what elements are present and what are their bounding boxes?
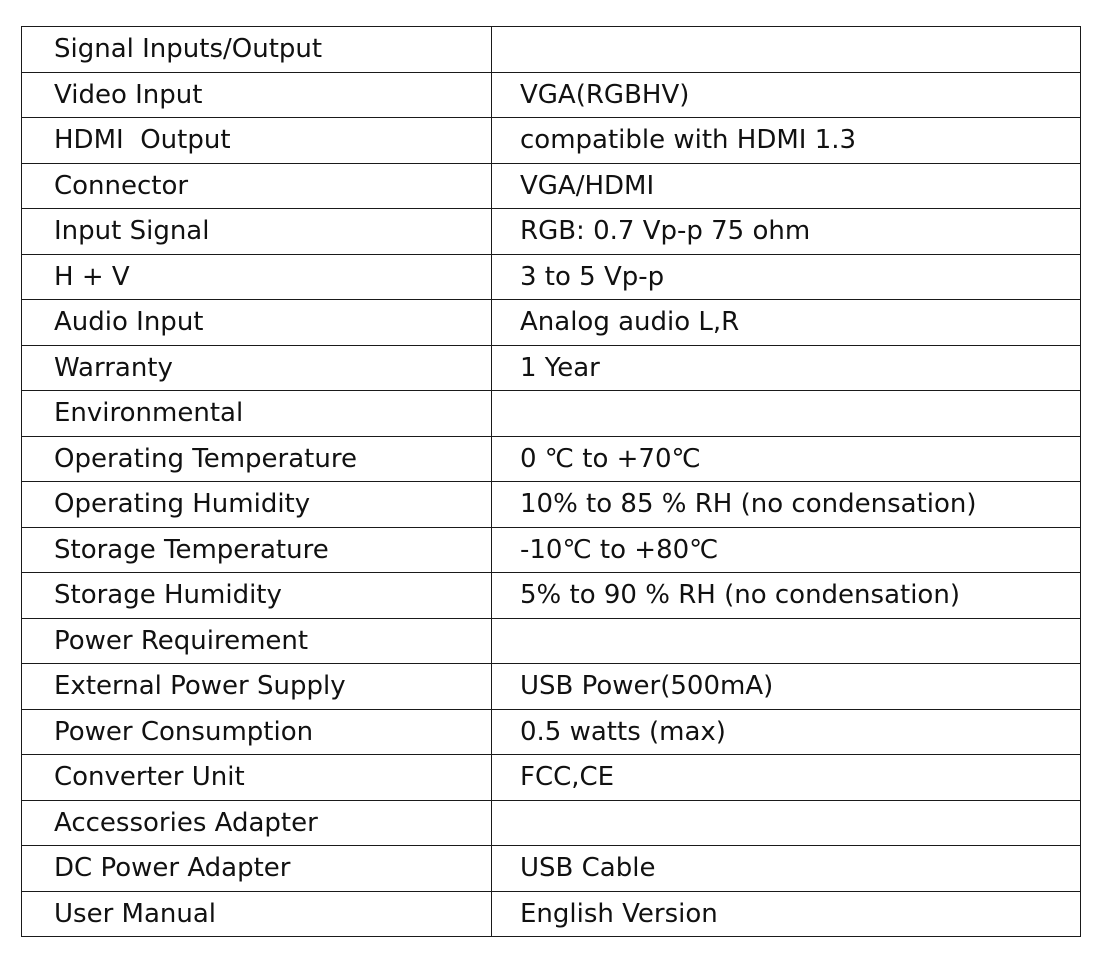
- spec-label: HDMI Output: [22, 118, 492, 164]
- table-row: [22, 27, 1081, 73]
- spec-label: User Manual: [22, 891, 492, 937]
- table-row: [22, 573, 1081, 619]
- table-row: [22, 209, 1081, 255]
- spec-value: 0.5 watts (max): [492, 709, 1081, 755]
- spec-value: 1 Year: [492, 345, 1081, 391]
- spec-label: Environmental: [22, 391, 492, 437]
- spec-label: Connector: [22, 163, 492, 209]
- spec-label: Video Input: [22, 72, 492, 118]
- spec-label: Operating Humidity: [22, 482, 492, 528]
- spec-value: 0 ℃ to +70℃: [492, 436, 1081, 482]
- table-row: [22, 482, 1081, 528]
- spec-table-body: [22, 27, 1081, 937]
- spec-value: [492, 27, 1081, 73]
- spec-value: [492, 618, 1081, 664]
- table-row: [22, 800, 1081, 846]
- spec-value: 3 to 5 Vp-p: [492, 254, 1081, 300]
- spec-value: VGA/HDMI: [492, 163, 1081, 209]
- table-row: [22, 709, 1081, 755]
- table-row: [22, 527, 1081, 573]
- spec-value: USB Power(500mA): [492, 664, 1081, 710]
- spec-value: RGB: 0.7 Vp-p 75 ohm: [492, 209, 1081, 255]
- spec-value: 5% to 90 % RH (no condensation): [492, 573, 1081, 619]
- table-row: [22, 345, 1081, 391]
- table-row: [22, 755, 1081, 801]
- spec-label: Input Signal: [22, 209, 492, 255]
- table-row: [22, 391, 1081, 437]
- spec-value: [492, 391, 1081, 437]
- spec-label: Power Consumption: [22, 709, 492, 755]
- spec-value: USB Cable: [492, 846, 1081, 892]
- spec-table: [21, 26, 1081, 937]
- table-row: [22, 618, 1081, 664]
- spec-label: Warranty: [22, 345, 492, 391]
- table-row: [22, 891, 1081, 937]
- spec-label: Storage Humidity: [22, 573, 492, 619]
- spec-label: External Power Supply: [22, 664, 492, 710]
- table-row: [22, 300, 1081, 346]
- table-row: [22, 664, 1081, 710]
- table-row: [22, 163, 1081, 209]
- spec-value: -10℃ to +80℃: [492, 527, 1081, 573]
- spec-label: DC Power Adapter: [22, 846, 492, 892]
- table-row: [22, 436, 1081, 482]
- spec-value: English Version: [492, 891, 1081, 937]
- table-row: [22, 846, 1081, 892]
- spec-label: Power Requirement: [22, 618, 492, 664]
- spec-value: FCC,CE: [492, 755, 1081, 801]
- spec-value: compatible with HDMI 1.3: [492, 118, 1081, 164]
- spec-label: Converter Unit: [22, 755, 492, 801]
- spec-label: Accessories Adapter: [22, 800, 492, 846]
- spec-value: 10% to 85 % RH (no condensation): [492, 482, 1081, 528]
- table-row: [22, 118, 1081, 164]
- table-row: [22, 72, 1081, 118]
- spec-value: Analog audio L,R: [492, 300, 1081, 346]
- spec-value: [492, 800, 1081, 846]
- spec-label: H + V: [22, 254, 492, 300]
- spec-label: Signal Inputs/Output: [22, 27, 492, 73]
- table-row: [22, 254, 1081, 300]
- spec-label: Operating Temperature: [22, 436, 492, 482]
- spec-label: Storage Temperature: [22, 527, 492, 573]
- spec-label: Audio Input: [22, 300, 492, 346]
- spec-value: VGA(RGBHV): [492, 72, 1081, 118]
